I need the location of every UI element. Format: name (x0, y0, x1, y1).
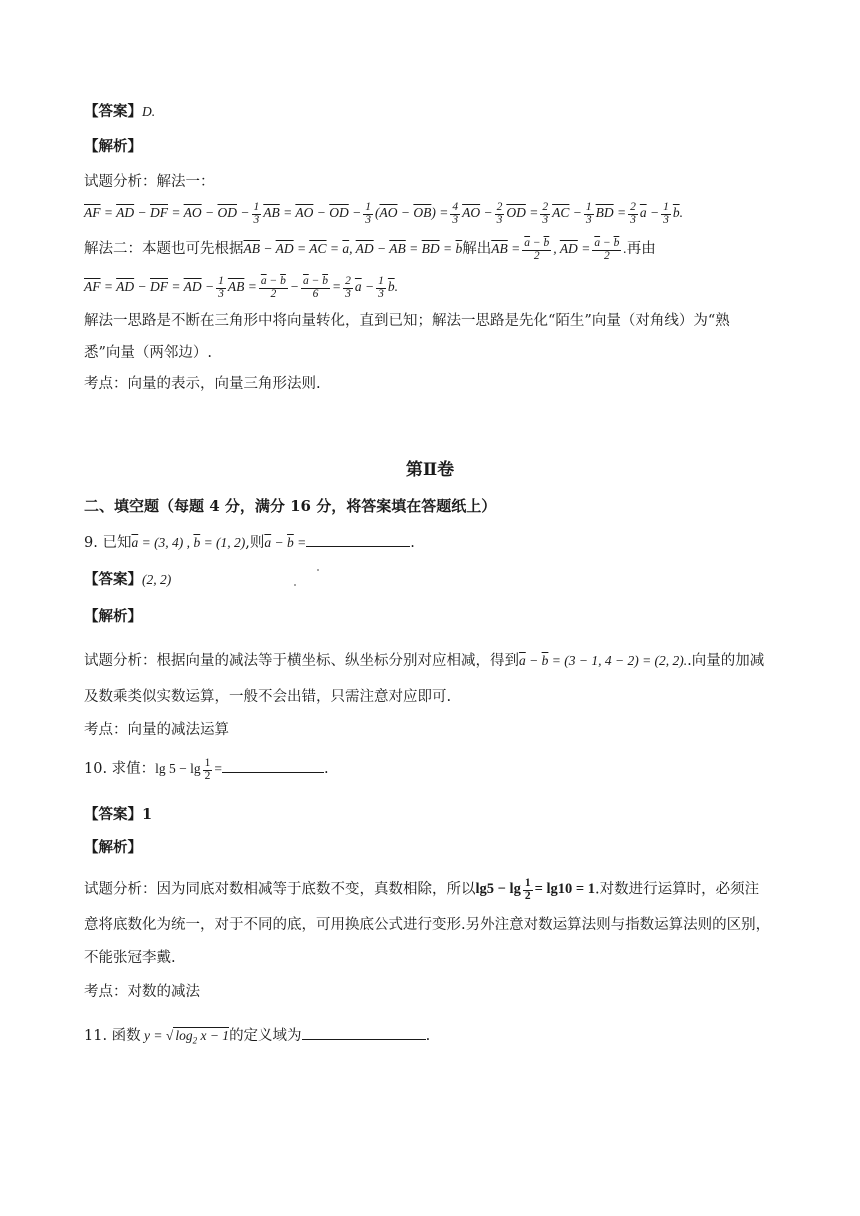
analysis-label: 【解析】 (84, 839, 142, 856)
q9-stem: 9. 已知$\overline{a} = (3$, 4) , $\overline{b} = (1$, 2),则$\overline{a} - \overline{b}$ = . (84, 535, 415, 551)
q10-analysis-1a: 试题分析：因为同底对数相减等于底数不变，真数相除，所以 (84, 881, 476, 898)
answer-blank (302, 1027, 426, 1040)
summary-line-2: 悉”向量（两邻边）. (84, 345, 213, 361)
answer-label: 【答案】 (84, 806, 142, 823)
q11-stem: 11. 函数 y = √ $\log_2 x - 1$的定义域为 . (84, 1028, 431, 1046)
q10-kaodian: 考点：对数的减法 (84, 984, 200, 1000)
answer-value: 1 (142, 806, 153, 823)
answer-blank (222, 760, 324, 773)
part-header: 二、填空题（每题 4 分，满分 16 分，将答案填在答题纸上） (84, 497, 497, 515)
method1-formula: $\overline{AF} = \overline{AD} - \overline{DF} = \overline{AO} - \overline{OD}$ − $\frac{1}{3}$ $\overline{AB} = \overline{AO} - \overline{OD}$ − $\frac{1}{3}$ $(\overline{AO} - \overline{OB})$ = $\frac{4}{3}$ $\overline{AO}$ − $\frac{2}{3}$ $\overline{OD}$ = $\frac{2}{3}$ $\overline{AC}$ − $\frac{1}{3}$ $\overline{BD}$ = $\frac{2}{3}$ $\overline{a}$ − $\frac{1}{3}$ $\overline{b}$. (84, 201, 683, 226)
q8-answer-line (84, 102, 155, 122)
q8-kaodian: 考点：向量的表示，向量三角形法则. (84, 376, 321, 392)
q9-analysis-1a: 试题分析：根据向量的减法等于横坐标、纵坐标分别对应相减，得到 (84, 653, 519, 669)
q11-stem-prefix: 11. 函数 (84, 1028, 141, 1044)
method2-formula: $\overline{AF} = \overline{AD} - \overline{DF} = \overline{AD}$ − $\frac{1}{3}$ $\overline{AB}$ = $\frac{\overline{a} - \overline{b}}{2}$ − $\frac{\overline{a} - \overline{b}}{6}$ = $\frac{2}{3}$ $\overline{a}$ − $\frac{1}{3}$ $\overline{b}$. (84, 275, 399, 300)
q9-analysis-2: 及数乘类似实数运算，一般不会出错，只需注意对应即可. (84, 689, 452, 705)
q9-kaodian: 考点：向量的减法运算 (84, 722, 229, 738)
q10-analysis-1: 试题分析：因为同底对数相减等于底数不变，真数相除，所以lg5 − lg $\frac{1}{2}$ = lg10 = 1.对数进行运算时，必须注 (84, 877, 760, 902)
q10-stem: 10. 求值：lg 5 − lg $\frac{1}{2}$ = . (84, 757, 329, 782)
summary-line-1: 解法一思路是不断在三角形中将向量转化，直到已知；解法一思路是先化“陌生”向量（对角线）为“熟 (84, 313, 730, 329)
method2-then: 再由 (626, 241, 656, 258)
q10-answer-line (84, 805, 152, 825)
analysis-label: 【解析】 (84, 608, 142, 625)
q9-stem-then: ,则 (245, 535, 265, 551)
q10-analysis-2: 意将底数化为统一，对于不同的底，可用换底公式进行变形.另外注意对数运算法则与指数运算法则的区别， (84, 917, 771, 933)
method2-solve: 解出 (462, 241, 492, 258)
section-title: 第Ⅱ卷 (405, 460, 455, 480)
answer-blank (306, 534, 410, 547)
method2-line: 解法二：本题也可先根据$\overline{AB} - \overline{AD} = \overline{AC} = \overline{a}$, $\overline{AD} - \overline{AB} = \overline{BD} = \overline{b}$解出$\overline{AB}$ = $\frac{\overline{a} - \overline{b}}{2}$ , $\overline{AD}$ = $\frac{\overline{a} - \overline{b}}{2}$ .再由 (84, 237, 656, 262)
stray-dot (294, 584, 296, 586)
q9-analysis-1: 试题分析：根据向量的减法等于横坐标、纵坐标分别对应相减，得到$\overline{a} - \overline{b} = (3 - 1$, 4 − 2) = (2, 2)..向量的加减 (84, 653, 765, 669)
q9-stem-prefix: 9. 已知 (84, 535, 132, 551)
q10-analysis-3: 不能张冠李戴. (84, 950, 176, 966)
q9-analysis-1b: .向量的加减 (687, 653, 765, 669)
analysis-label: 【解析】 (84, 138, 142, 155)
method1-intro: 试题分析：解法一： (84, 174, 215, 190)
stray-dot (317, 569, 319, 571)
q9-answer-line (84, 570, 171, 590)
answer-label: 【答案】 (84, 571, 142, 588)
answer-value: (2, 2) (142, 572, 172, 587)
method2-intro: 解法二：本题也可先根据 (84, 241, 244, 258)
q10-analysis-1b: .对数进行运算时，必须注 (595, 881, 760, 898)
answer-value: D. (142, 104, 156, 119)
answer-label: 【答案】 (84, 103, 142, 120)
q10-stem-prefix: 10. 求值： (84, 761, 156, 778)
q11-stem-mid: 的定义域为 (229, 1028, 302, 1044)
